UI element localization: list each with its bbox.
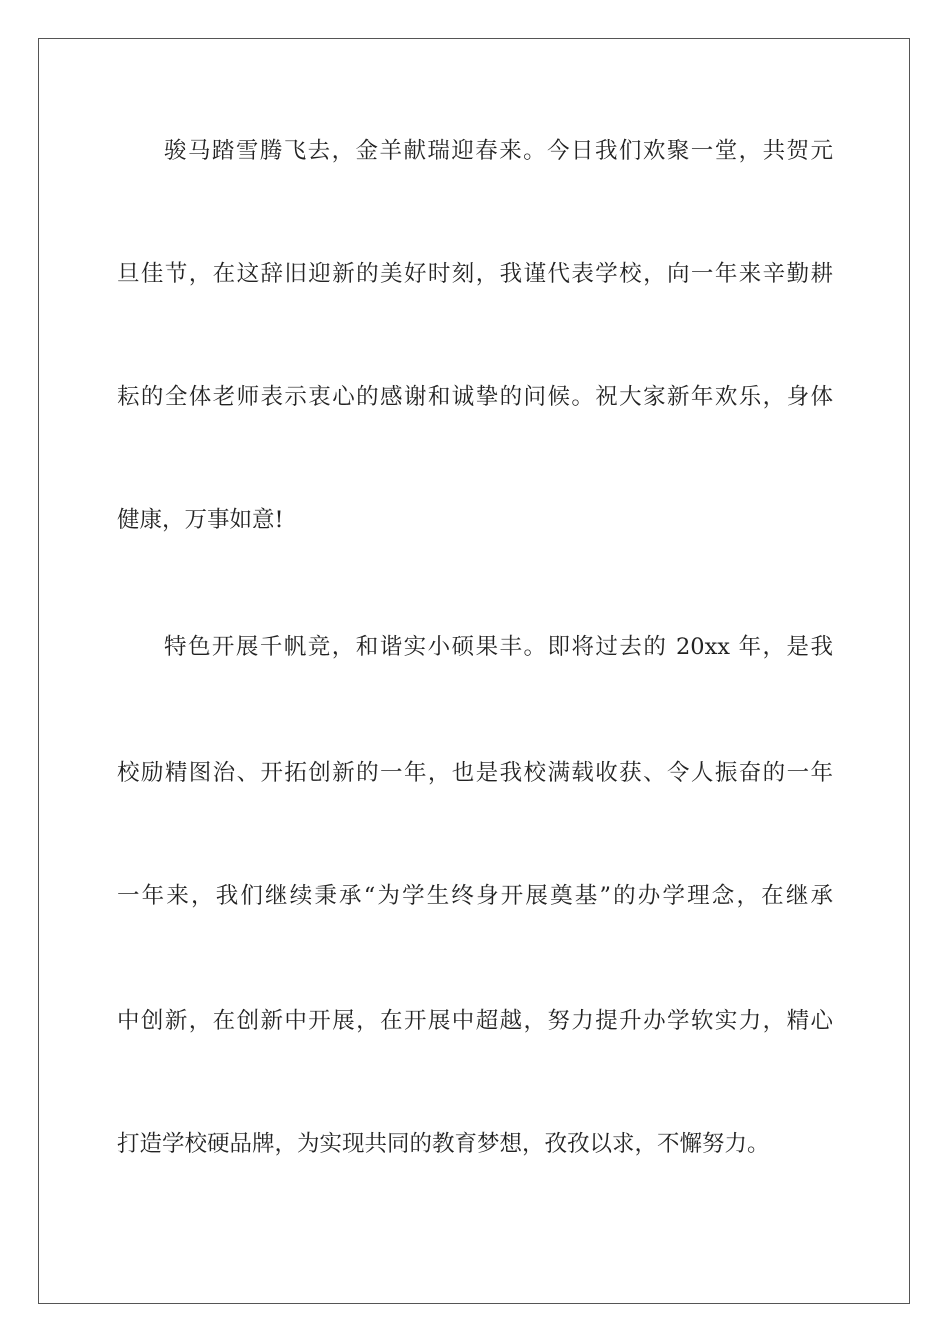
paragraph-2-line-5: 打造学校硬品牌，为实现共同的教育梦想，孜孜以求，不懈努力。 [117, 1131, 770, 1157]
paragraph-1-line-3: 耘的全体老师表示衷心的感谢和诚挚的问候。祝大家新年欢乐，身体 [117, 384, 833, 410]
paragraph-1-line-4: 健康，万事如意! [117, 507, 284, 533]
page-border [38, 38, 910, 1304]
paragraph-1-line-2: 旦佳节，在这辞旧迎新的美好时刻，我谨代表学校，向一年来辛勤耕 [117, 261, 833, 287]
paragraph-1-line-1: 骏马踏雪腾飞去，金羊献瑞迎春来。今日我们欢聚一堂，共贺元 [164, 138, 833, 164]
paragraph-2-line-3: 一年来，我们继续秉承“为学生终身开展奠基”的办学理念，在继承 [117, 883, 833, 909]
paragraph-2-line-2: 校励精图治、开拓创新的一年，也是我校满载收获、令人振奋的一年 [117, 760, 833, 786]
paragraph-2-line-4: 中创新，在创新中开展，在开展中超越，努力提升办学软实力，精心 [117, 1008, 833, 1034]
paragraph-2-line-1: 特色开展千帆竞，和谐实小硕果丰。即将过去的 20xx 年，是我 [164, 634, 833, 660]
